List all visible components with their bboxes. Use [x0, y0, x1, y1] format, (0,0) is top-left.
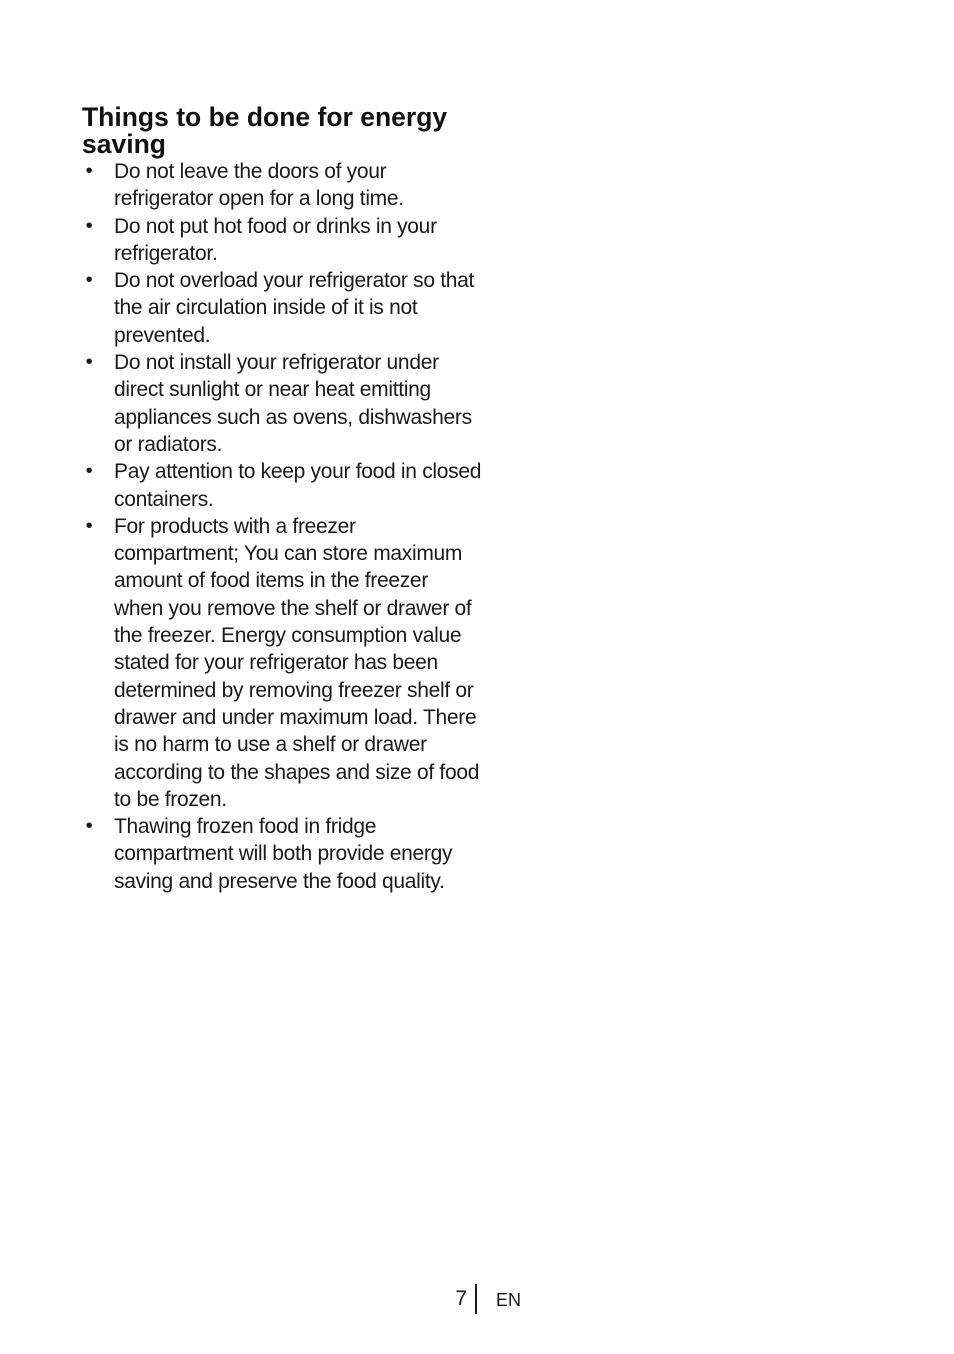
list-item-text: Do not overload your refrigerator so that the air circulation inside of it is not prevented.	[114, 269, 475, 347]
list-item-text: Thawing frozen food in fridge compartment will both provide energy saving and preserve the food quality.	[114, 815, 453, 893]
list-item-text: Do not leave the doors of your refrigerator open for a long time.	[114, 160, 404, 211]
section-heading: Things to be done for energy saving	[82, 102, 448, 159]
list-item-text: For products with a freezer compartment; You can store maximum amount of food items in the freezer when you remove the shelf or drawer of the freezer. Energy consumption value stated for your refrigerator has been determined by removing freezer shelf or drawer and under maximum load. There is no harm to use a shelf or drawer according to the shapes and size of food to be frozen.	[114, 514, 480, 811]
bullet-icon: •	[85, 815, 93, 838]
tips-list	[82, 158, 482, 895]
bullet-icon: •	[85, 351, 93, 374]
list-item-text: Pay attention to keep your food in closed containers.	[114, 460, 482, 511]
bullet-icon: •	[85, 269, 93, 292]
bullet-icon: •	[85, 214, 93, 237]
page-number: 7	[455, 1287, 467, 1310]
list-item	[82, 513, 482, 813]
page-footer	[0, 1284, 954, 1316]
list-item	[82, 267, 482, 349]
list-item	[82, 813, 482, 895]
list-item	[82, 349, 482, 458]
bullet-icon: •	[85, 460, 93, 483]
bullet-icon: •	[85, 514, 93, 537]
language-code: EN	[496, 1290, 522, 1310]
list-item	[82, 213, 482, 268]
list-item	[82, 158, 482, 213]
bullet-icon: •	[85, 160, 93, 182]
energy-saving-section	[82, 104, 482, 895]
list-item-text: Do not put hot food or drinks in your refrigerator.	[114, 214, 437, 265]
footer-divider	[475, 1284, 477, 1314]
list-item-text: Do not install your refrigerator under direct sunlight or near heat emitting appliances such as ovens, dishwashers or radiators.	[114, 351, 472, 456]
list-item	[82, 458, 482, 513]
